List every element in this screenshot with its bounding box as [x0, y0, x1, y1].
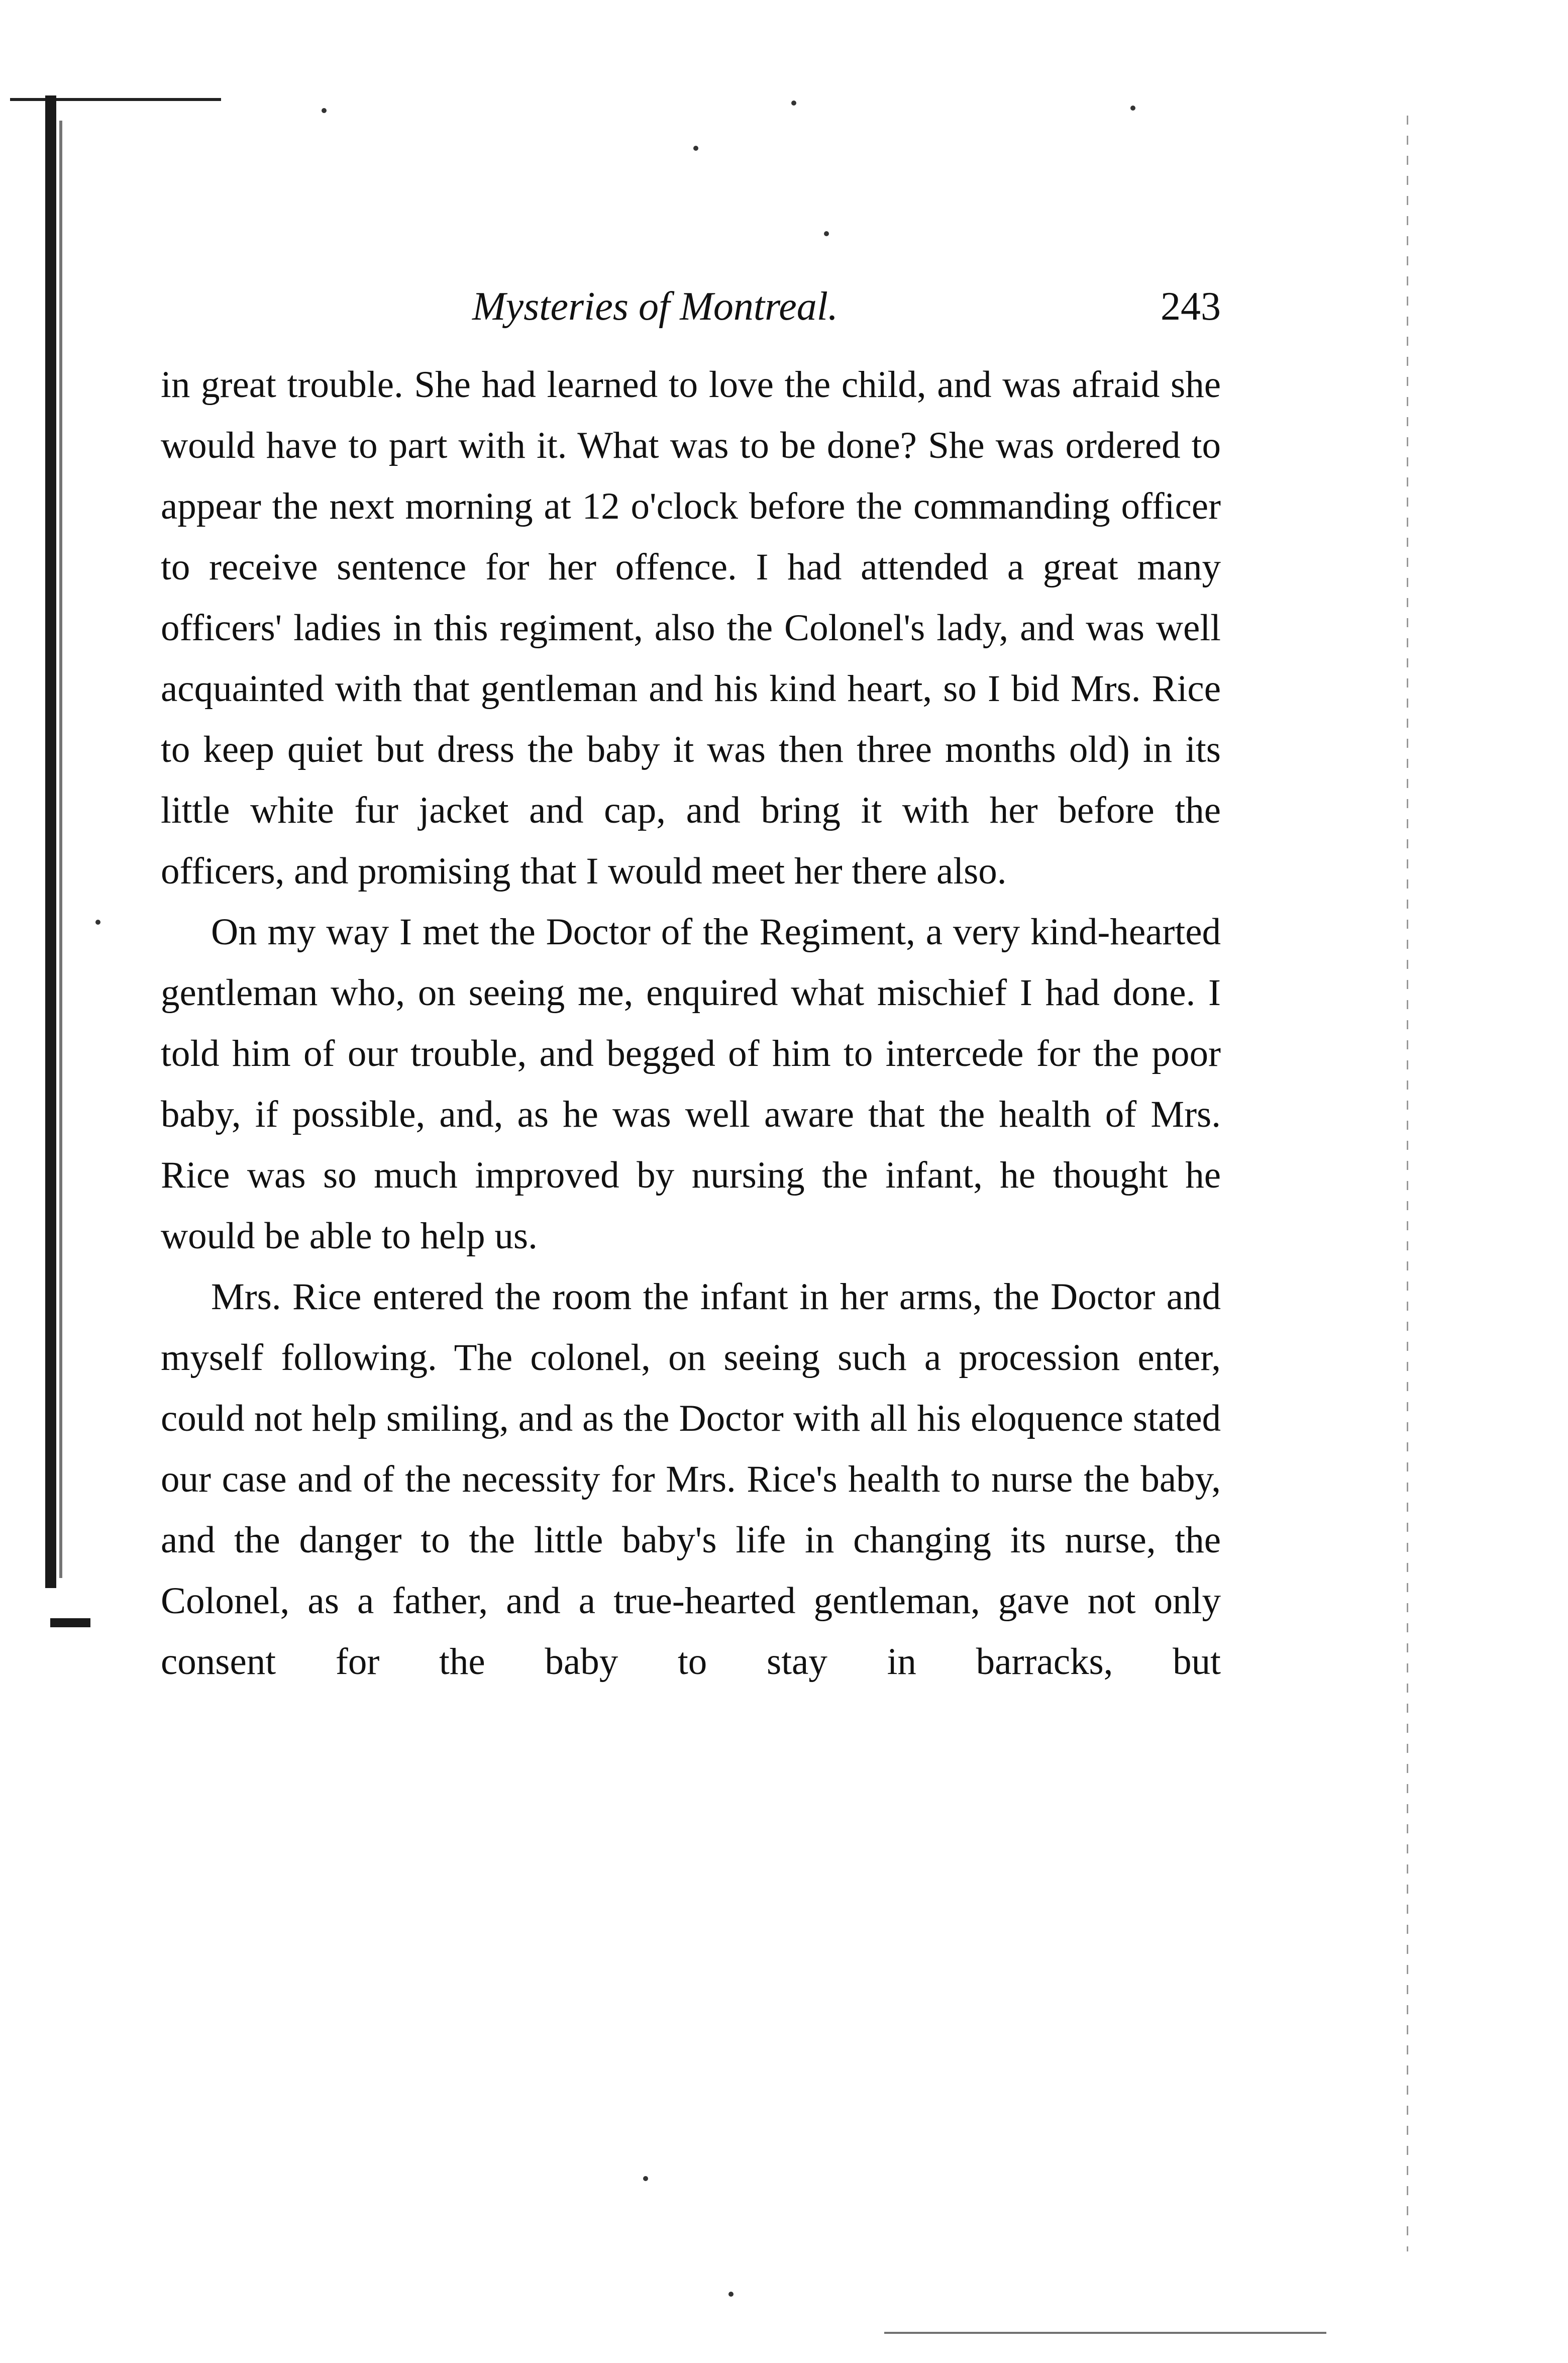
scan-speck — [1130, 106, 1135, 111]
scan-speck — [791, 101, 796, 106]
scan-speck — [824, 231, 829, 236]
page-header — [161, 279, 1221, 334]
paragraph: in great trouble. She had learned to love the child, and was afraid she would have to part with it. What was to be done? She was ordered to appear the next morning at 12 o'clock before the commanding officer to receive sentence for her offence. I had attended a great many officers' ladies in this regiment, also the Colonel's lady, and was well acquainted with that gentleman and his kind heart, so I bid Mrs. Rice to keep quiet but dress the baby it was then three months old) in its little white fur jacket and cap, and bring it with her before the officers, and promising that I would meet her there also. — [161, 364, 1221, 892]
scan-edge-mark — [50, 1618, 90, 1627]
scan-speck — [728, 2292, 734, 2297]
paragraph: On my way I met the Doctor of the Regiment, a very kind-hearted gentleman who, on seeing me, enquired what mischief I had done. I told him of our trouble, and begged of him to intercede for the poor baby, if possible, and, as he was well aware that the health of Mrs. Rice was so much improved by nursing the infant, he thought he would be able to help us. — [161, 911, 1221, 1257]
scan-speck — [693, 146, 698, 151]
running-title: Mysteries of Montreal. — [472, 284, 839, 329]
scan-speck — [643, 2176, 648, 2181]
scan-speck — [95, 920, 100, 925]
scan-speck — [322, 108, 327, 113]
scan-edge-line — [10, 98, 221, 101]
body-text — [161, 354, 1221, 1692]
page-number: 243 — [1161, 284, 1221, 329]
scan-page-edge — [1407, 116, 1408, 2251]
paragraph: Mrs. Rice entered the room the infant in her arms, the Doctor and myself following. The colonel, on seeing such a procession enter, could not help smiling, and as the Doctor with all his eloquence stated our case and of the necessity for Mrs. Rice's health to nurse the baby, and the danger to the little baby's life in changing its nurse, the Colonel, as a father, and a true-hearted gentleman, gave not only consent for the baby to stay in barracks, but — [161, 1276, 1221, 1683]
scan-binding-shadow — [59, 121, 62, 1578]
scan-bottom-edge — [884, 2332, 1326, 2334]
scan-binding-edge — [45, 95, 56, 1588]
